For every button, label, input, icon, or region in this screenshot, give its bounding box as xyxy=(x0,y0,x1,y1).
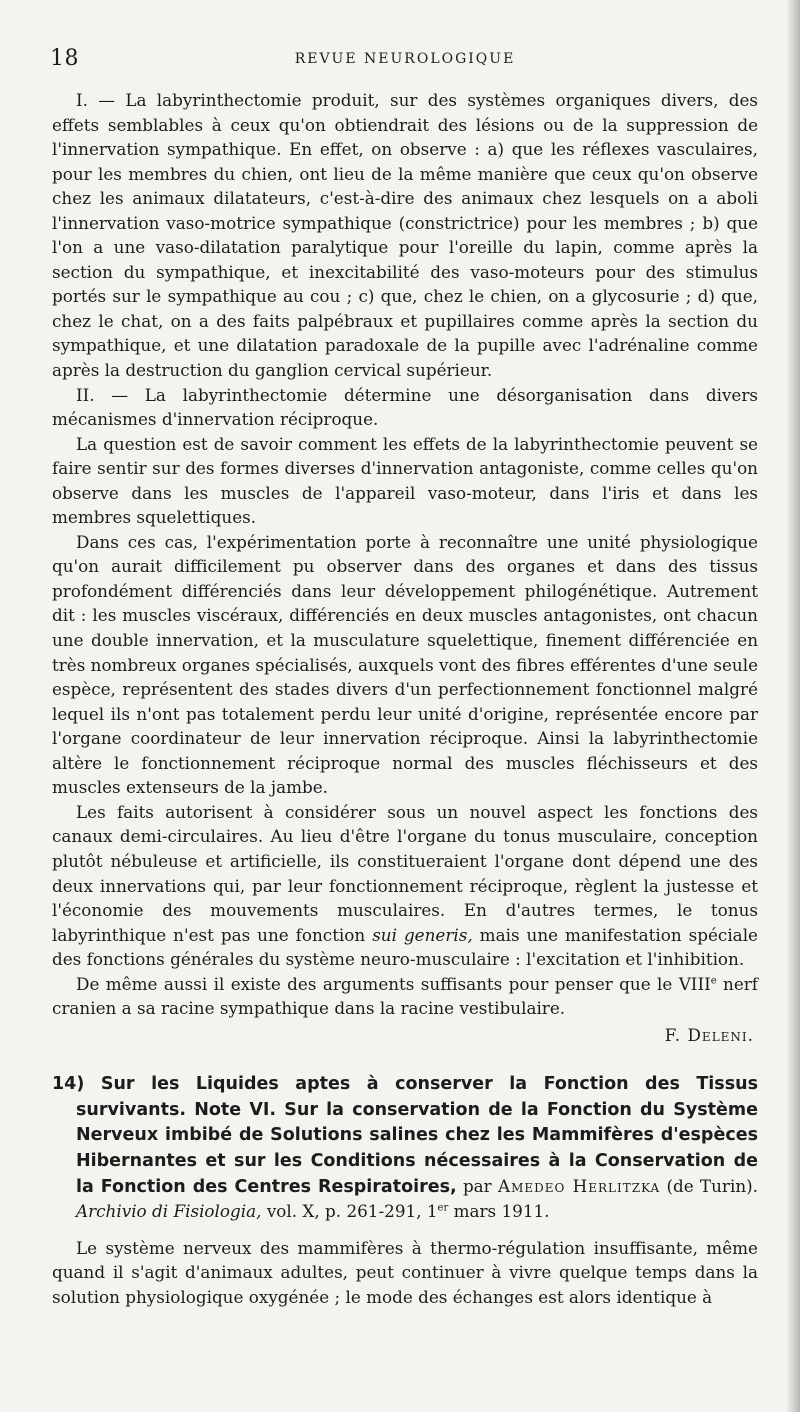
paragraph-5 xyxy=(52,800,758,972)
paragraph-5-text-a: Les faits autorisent à considérer sous un nouvel aspect les fonctions des canaux demi-circulaires. Au lieu d'être l'organe du tonus musculaire, conception plutôt nébuleuse et artificielle, ils constitueraient l'organe dont dépend une des deux innervations qui, par leur fonctionnement réciproque, règlent la justesse et l'économie des mouvements musculaires. En d'autres termes, le tonus labyrinthique n'est pas une fonction xyxy=(52,801,758,945)
paragraph-6-text-b: nerf cranien a sa racine sympathique dans la racine vestibulaire. xyxy=(52,973,758,1019)
abstract-heading xyxy=(52,1071,758,1223)
paragraph-1: I. — La labyrinthectomie produit, sur des systèmes organiques divers, des effets semblables à ceux qu'on obtiendrait des lésions ou de la suppression de l'innervation sympathique. En effet, on observe : a) que les réflexes vasculaires, pour les membres du chien, ont lieu de la même manière que ceux qu'on observe chez les animaux dilatateurs, c'est-à-dire des animaux chez lesquels on a aboli l'innervation vaso-motrice sympathique (constrictrice) pour les membres ; b) que l'on a une vaso-dilatation paralytique pour l'oreille du lapin, comme après la section du sympathique, et inexcitabilité des vaso-moteurs pour des stimulus portés sur le sympathique au cou ; c) que, chez le chien, on a glycosurie ; d) que, chez le chat, on a des faits palpébraux et pupillaires comme après la section du sympathique, et une dilatation paradoxale de la pupille avec l'adrénaline comme après la destruction du ganglion cervical supérieur. xyxy=(52,90,758,381)
paragraph-6 xyxy=(52,972,758,1021)
abstract-journal: Archivio di Fisiologia, xyxy=(76,1201,262,1222)
abstract-citation-date: mars 1911. xyxy=(453,1201,550,1222)
author-signature: F. Deleni. xyxy=(664,1024,754,1045)
abstract-author: Amedeo Herlitzka xyxy=(497,1175,661,1196)
paragraph-3: La question est de savoir comment les effets de la labyrinthectomie peuvent se faire sentir sur des formes diverses d'innervation antagoniste, comme celles qu'on observe dans les muscles de l'appareil vaso-moteur, dans l'iris et dans les membres squelettiques. xyxy=(52,433,758,528)
page-body xyxy=(52,88,758,1309)
abstract-by: par xyxy=(462,1175,492,1196)
paragraph-5-text-b: mais une manifestation spéciale des fonctions générales du système neuro-musculaire : l'excitation et l'inhibition. xyxy=(52,924,758,970)
paragraph-2: II. — La labyrinthectomie détermine une désorganisation dans divers mécanismes d'innervation réciproque. xyxy=(52,384,758,430)
running-head: REVUE NEUROLOGIQUE xyxy=(294,51,516,67)
paragraph-6-superscript: e xyxy=(710,975,717,987)
paragraph-6-text-a: De même aussi il existe des arguments suffisants pour penser que le VIII xyxy=(76,973,711,994)
page-edge-shadow xyxy=(786,0,800,1412)
abstract-number: 14) xyxy=(52,1074,85,1095)
abstract-citation-superscript: er xyxy=(437,1202,449,1214)
abstract-citation: vol. X, p. 261-291, 1 xyxy=(266,1201,438,1222)
paragraph-5-italic: sui generis, xyxy=(372,924,473,945)
abstract-title: Sur les Liquides aptes à conserver la Fonction des Tissus survivants. Note VI. Sur la conservation de la Fonction du Système Nerveux imbibé de Solutions salines chez les Mammifères d'espèces Hibernantes et sur les Conditions nécessaires à la Conservation de la Fonction des Centres Respiratoires, xyxy=(76,1074,759,1197)
abstract-body: Le système nerveux des mammifères à thermo-régulation insuffisante, même quand il s'agit d'animaux adultes, peut continuer à vivre quelque temps dans la solution physiologique oxygénée ; le mode des échanges est alors identique à xyxy=(52,1237,758,1307)
abstract-city: (de Turin). xyxy=(666,1175,759,1196)
page-number: 18 xyxy=(50,46,79,71)
paragraph-4: Dans ces cas, l'expérimentation porte à reconnaître une unité physiologique qu'on aurait difficilement pu observer dans des organes et dans des tissus profondément différenciés dans leur développement philogénétique. Autrement dit : les muscles viscéraux, différenciés en deux muscles antagonistes, ont chacun une double innervation, et la musculature squelettique, finement différenciée en très nombreux organes spécialisés, auxquels vont des fibres efférentes d'une seule espèce, représentent des stades divers d'un perfectionnement fonctionnel malgré lequel ils n'ont pas totalement perdu leur unité d'origine, représentée encore par l'organe coordinateur de leur innervation réciproque. Ainsi la labyrinthectomie altère le fonctionnement réciproque normal des muscles fléchisseurs et des muscles extenseurs de la jambe. xyxy=(52,531,758,798)
page-header xyxy=(50,46,760,76)
